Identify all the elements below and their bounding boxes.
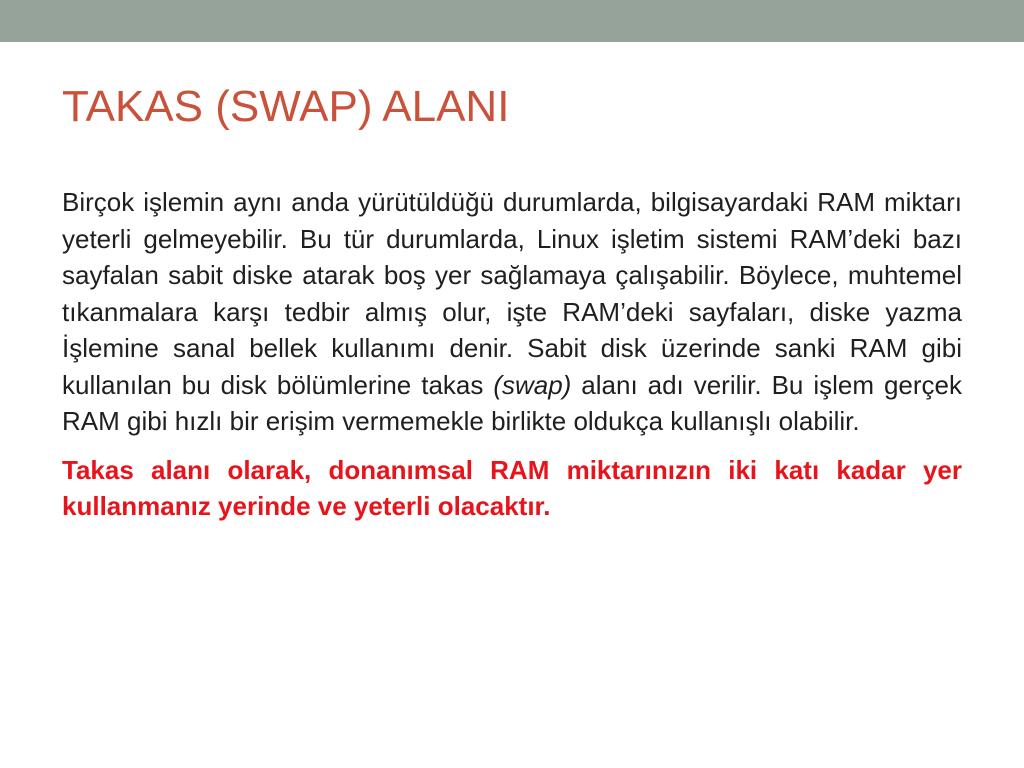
top-accent-bar xyxy=(0,0,1024,42)
highlight-paragraph: Takas alanı olarak, donanımsal RAM miktarınızın iki katı kadar yer kullanmanız yerinde ve yeterli olacaktır. xyxy=(62,454,962,521)
swap-term: (swap) xyxy=(493,369,572,400)
slide-title: TAKAS (SWAP) ALANI xyxy=(62,82,510,131)
body-paragraph xyxy=(62,184,962,440)
slide-content xyxy=(62,184,962,525)
body-text-before-term: Birçok işlemin aynı anda yürütüldüğü durumlarda, bilgisayardaki RAM miktarı yeterli gelmeyebilir. Bu tür durumlarda, Linux işletim sistemi RAM’deki bazı sayfalan sabit diske atarak boş yer sağlamaya çalışabilir. Böylece, muhtemel tıkanmalara karşı tedbir almış olur, işte RAM’deki sayfaları, diske yazma İşlemine sanal bellek kullanımı denir. Sabit disk üzerinde sanki RAM gibi kullanılan bu disk bölümlerine takas xyxy=(62,187,962,400)
body-text-after-term: alanı adı verilir. Bu işlem gerçek RAM gibi hızlı bir erişim vermemekle birlikte oldukça kullanışlı olabilir. xyxy=(62,369,962,436)
